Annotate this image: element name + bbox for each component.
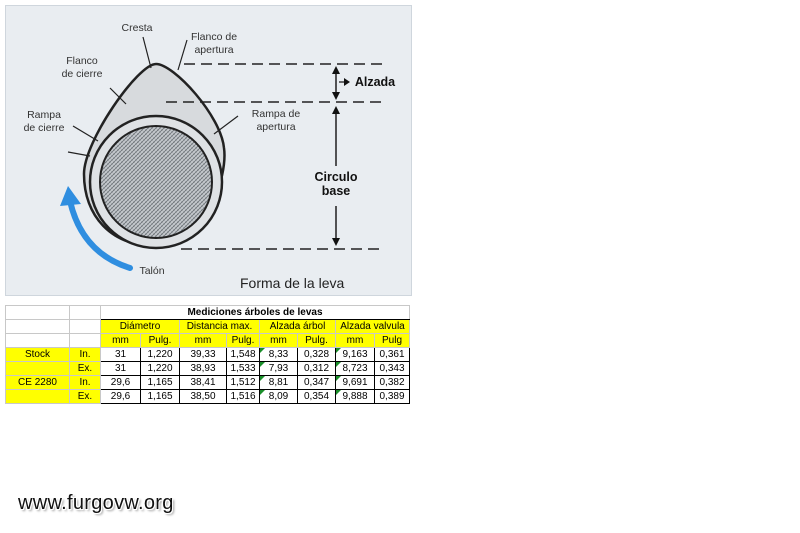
label-flanco-cierre-1: Flanco bbox=[66, 55, 98, 67]
label-flanco-cierre-2: de cierre bbox=[61, 68, 103, 80]
group-diametro: Diámetro bbox=[101, 320, 180, 334]
value-cell: 1,548 bbox=[227, 348, 260, 362]
group-alzada-arbol: Alzada árbol bbox=[260, 320, 336, 334]
label-rampa-cierre-1: Rampa bbox=[27, 109, 61, 121]
cam-diagram-svg bbox=[6, 6, 413, 297]
value-cell: 31 bbox=[101, 348, 141, 362]
value-cell: 0,347 bbox=[298, 376, 336, 390]
row-side: In. bbox=[70, 348, 101, 362]
value-cell: 1,533 bbox=[227, 362, 260, 376]
unit-cell: Pulg bbox=[375, 334, 410, 348]
value-cell: 39,33 bbox=[180, 348, 227, 362]
site-watermark: www.furgovw.org bbox=[18, 492, 174, 514]
value-cell: 1,165 bbox=[141, 376, 180, 390]
base-circle-hatched bbox=[100, 126, 212, 238]
row-side: Ex. bbox=[70, 390, 101, 404]
value-cell: 38,41 bbox=[180, 376, 227, 390]
value-cell: 31 bbox=[101, 362, 141, 376]
label-rampa-apertura-2: apertura bbox=[256, 121, 296, 133]
value-cell: 8,09 bbox=[260, 390, 298, 404]
value-cell: 9,888 bbox=[336, 390, 375, 404]
row-side: In. bbox=[70, 376, 101, 390]
value-cell: 29,6 bbox=[101, 376, 141, 390]
unit-cell: Pulg. bbox=[227, 334, 260, 348]
value-cell: 1,516 bbox=[227, 390, 260, 404]
unit-cell: Pulg. bbox=[141, 334, 180, 348]
value-cell: 8,81 bbox=[260, 376, 298, 390]
value-cell: 0,389 bbox=[375, 390, 410, 404]
label-talon: Talón bbox=[139, 265, 165, 277]
value-cell: 9,691 bbox=[336, 376, 375, 390]
label-rampa-cierre-2: de cierre bbox=[23, 122, 65, 134]
value-cell: 0,343 bbox=[375, 362, 410, 376]
label-circulo-1: Circulo bbox=[314, 170, 358, 184]
measurements-table bbox=[5, 305, 410, 404]
value-cell: 8,33 bbox=[260, 348, 298, 362]
unit-cell: mm bbox=[101, 334, 141, 348]
label-flanco-apertura-1: Flanco de bbox=[190, 31, 238, 43]
row-model: CE 2280 bbox=[6, 376, 70, 390]
value-cell: 1,512 bbox=[227, 376, 260, 390]
value-cell: 8,723 bbox=[336, 362, 375, 376]
rotation-arrow-head bbox=[60, 186, 81, 206]
value-cell: 29,6 bbox=[101, 390, 141, 404]
value-cell: 0,354 bbox=[298, 390, 336, 404]
label-alzada: Alzada bbox=[354, 75, 396, 89]
cam-diagram bbox=[5, 5, 412, 296]
unit-cell: mm bbox=[180, 334, 227, 348]
value-cell: 1,220 bbox=[141, 362, 180, 376]
table-row bbox=[6, 376, 410, 390]
value-cell: 38,93 bbox=[180, 362, 227, 376]
label-cresta: Cresta bbox=[121, 22, 153, 34]
unit-cell: mm bbox=[336, 334, 375, 348]
row-model bbox=[6, 362, 70, 376]
row-side: Ex. bbox=[70, 362, 101, 376]
unit-cell: Pulg. bbox=[298, 334, 336, 348]
value-cell: 0,312 bbox=[298, 362, 336, 376]
label-rampa-apertura-1: Rampa de bbox=[251, 108, 301, 120]
value-cell: 1,165 bbox=[141, 390, 180, 404]
value-cell: 38,50 bbox=[180, 390, 227, 404]
value-cell: 0,361 bbox=[375, 348, 410, 362]
group-alzada-valvula: Alzada valvula bbox=[336, 320, 410, 334]
label-flanco-apertura-2: apertura bbox=[194, 44, 234, 56]
row-model: Stock bbox=[6, 348, 70, 362]
label-circulo-2: base bbox=[321, 184, 351, 198]
unit-cell: mm bbox=[260, 334, 298, 348]
value-cell: 0,328 bbox=[298, 348, 336, 362]
table-row bbox=[6, 362, 410, 376]
table-row bbox=[6, 348, 410, 362]
measurements-table-wrap bbox=[5, 305, 425, 404]
table-title: Mediciones árboles de levas bbox=[101, 306, 410, 320]
diagram-caption: Forma de la leva bbox=[240, 275, 345, 291]
value-cell: 7,93 bbox=[260, 362, 298, 376]
value-cell: 0,382 bbox=[375, 376, 410, 390]
table-row bbox=[6, 390, 410, 404]
value-cell: 1,220 bbox=[141, 348, 180, 362]
row-model bbox=[6, 390, 70, 404]
group-distancia: Distancia max. bbox=[180, 320, 260, 334]
value-cell: 9,163 bbox=[336, 348, 375, 362]
